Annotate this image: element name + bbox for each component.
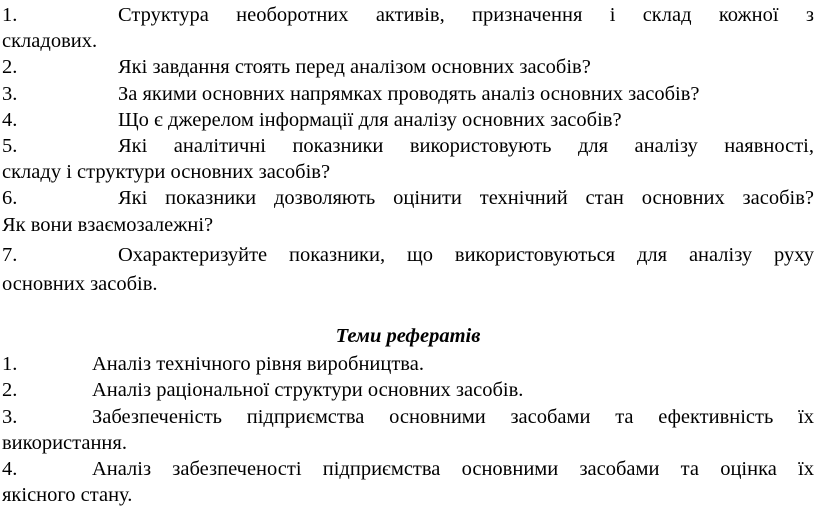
questions-list [2,2,814,297]
topics-heading: Теми рефератів [335,325,481,348]
question-text: За якими основних напрямках проводять аналіз основних засобів? [118,82,700,105]
topic-item-4 [2,456,814,508]
question-text: Які аналітичні показники використовують для аналізу наявності, [118,135,814,158]
topic-text: Аналіз раціональної структури основних засобів. [92,379,524,402]
question-number: 7. [2,243,18,266]
topic-text-continuation: якісного стану. [2,484,133,507]
topic-text: Забезпеченість підприємства основними засобами та ефективність їх [92,405,814,428]
topic-item-3 [2,404,814,456]
topic-text: Аналіз технічного рівня виробництва. [92,353,424,376]
topic-number: 3. [2,405,18,428]
question-text: Що є джерелом інформації для аналізу основних засобів? [118,108,622,131]
topics-list [2,351,814,508]
question-item-5 [2,133,814,185]
question-text-continuation: складових. [2,30,98,53]
question-item-2 [2,54,814,80]
question-item-4 [2,107,814,133]
question-number: 6. [2,187,18,210]
question-number: 2. [2,56,18,79]
question-text: Структура необоротних активів, призначення і склад кожної з [118,4,814,26]
question-item-6 [2,185,814,237]
question-text-continuation: Як вони взаємозалежні? [2,213,214,236]
topic-number: 1. [2,353,18,376]
question-number: 1. [2,4,18,26]
topic-text-continuation: використання. [2,431,127,454]
question-text-continuation: складу і структури основних засобів? [2,161,331,184]
topic-item-2 [2,377,814,403]
question-text: Які завдання стоять перед аналізом основних засобів? [118,56,591,79]
topic-number: 2. [2,379,18,402]
topic-item-1 [2,351,814,377]
question-item-1 [2,2,814,54]
question-text: Охарактеризуйте показники, що використовуються для аналізу руху [118,243,814,266]
topic-number: 4. [2,458,18,481]
question-text: Які показники дозволяють оцінити технічний стан основних засобів? [118,187,814,210]
question-number: 5. [2,135,18,158]
question-number: 3. [2,82,18,105]
question-item-3 [2,81,814,107]
question-item-7 [2,242,814,297]
question-text-continuation: основних засобів. [2,273,158,296]
topic-text: Аналіз забезпеченості підприємства основними засобами та оцінка їх [92,458,814,481]
question-number: 4. [2,108,18,131]
